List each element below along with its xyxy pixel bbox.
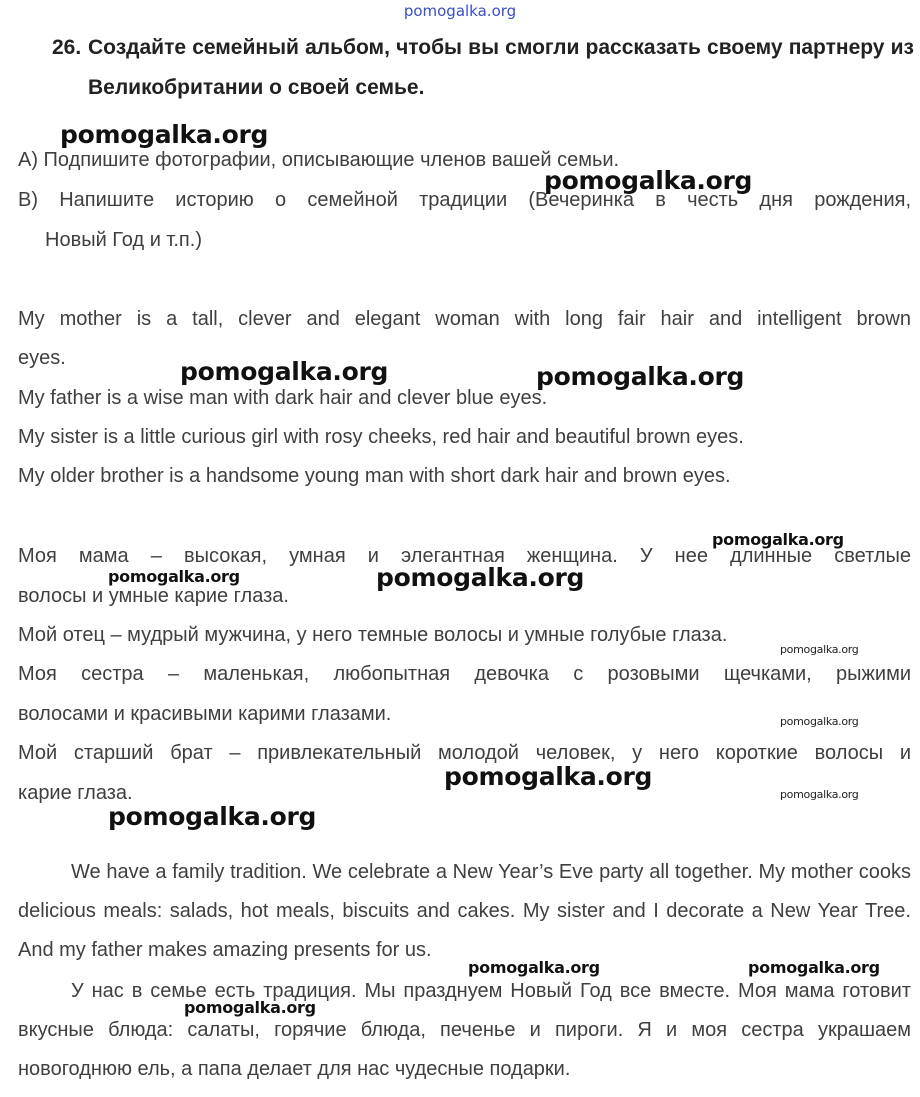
watermark: pomogalka.org [444,762,653,791]
ru-mother-line1: Моя мама – высокая, умная и элегантная женщина. У нее длинные светлые [18,545,911,567]
task-heading [52,28,914,108]
watermark: pomogalka.org [748,958,880,977]
watermark: pomogalka.org [180,357,389,386]
task-title: Создайте семейный альбом, чтобы вы смогли рассказать своему партнеру из Великобритании о своей семье. [88,36,914,99]
watermark: pomogalka.org [108,802,317,831]
ru-brother-line1: Мой старший брат – привлекательный молодой человек, у него короткие волосы и [18,742,911,764]
watermark: pomogalka.org [60,120,269,149]
watermark: pomogalka.org [544,166,753,195]
watermark: pomogalka.org [780,715,859,728]
ru-sister-line1: Моя сестра – маленькая, любопытная девочка с розовыми щечками, рыжими [18,663,911,685]
site-link-top[interactable]: pomogalka.org [403,2,517,20]
task-b-line2: Новый Год и т.п.) [45,229,202,251]
task-a: А) Подпишите фотографии, описывающие членов вашей семьи. [18,149,620,171]
en-father: My father is a wise man with dark hair and clever blue eyes. [18,387,548,409]
en-sister: My sister is a little curious girl with rosy cheeks, red hair and beautiful brown eyes. [18,426,744,448]
watermark: pomogalka.org [780,643,859,656]
task-number: 26. [52,36,82,59]
watermark: pomogalka.org [376,563,585,592]
watermark: pomogalka.org [184,998,316,1017]
watermark: pomogalka.org [712,530,844,549]
ru-father: Мой отец – мудрый мужчина, у него темные волосы и умные голубые глаза. [18,624,728,646]
en-mother-line2: eyes. [18,347,66,369]
tradition-english: We have a family tradition. We celebrate a New Year’s Eve party all together. My mother cooks delicious meals: salads, hot meals, biscuits and cakes. My sister and I decorate a New Year Tree. And my father makes amazing presents for us. [18,861,911,961]
ru-sister-line2: волосами и красивыми карими глазами. [18,703,392,725]
watermark: pomogalka.org [468,958,600,977]
watermark: pomogalka.org [536,362,745,391]
en-brother: My older brother is a handsome young man with short dark hair and brown eyes. [18,465,731,487]
watermark: pomogalka.org [108,567,240,586]
watermark: pomogalka.org [780,788,859,801]
task-b-line1: В) Напишите историю о семейной традиции (Вечеринка в честь дня рождения, [18,189,911,211]
ru-mother-line2: волосы и умные карие глаза. [18,585,289,607]
en-mother-line1: My mother is a tall, clever and elegant woman with long fair hair and intelligent brown [18,308,911,330]
ru-brother-line2: карие глаза. [18,782,133,804]
tradition-russian: У нас в семье есть традиция. Мы празднуем Новый Год все вместе. Моя мама готовит вкусные блюда: салаты, горячие блюда, печенье и пироги. Я и моя сестра украшаем новогоднюю ель, а папа делает для нас чудесные подарки. [18,980,911,1080]
